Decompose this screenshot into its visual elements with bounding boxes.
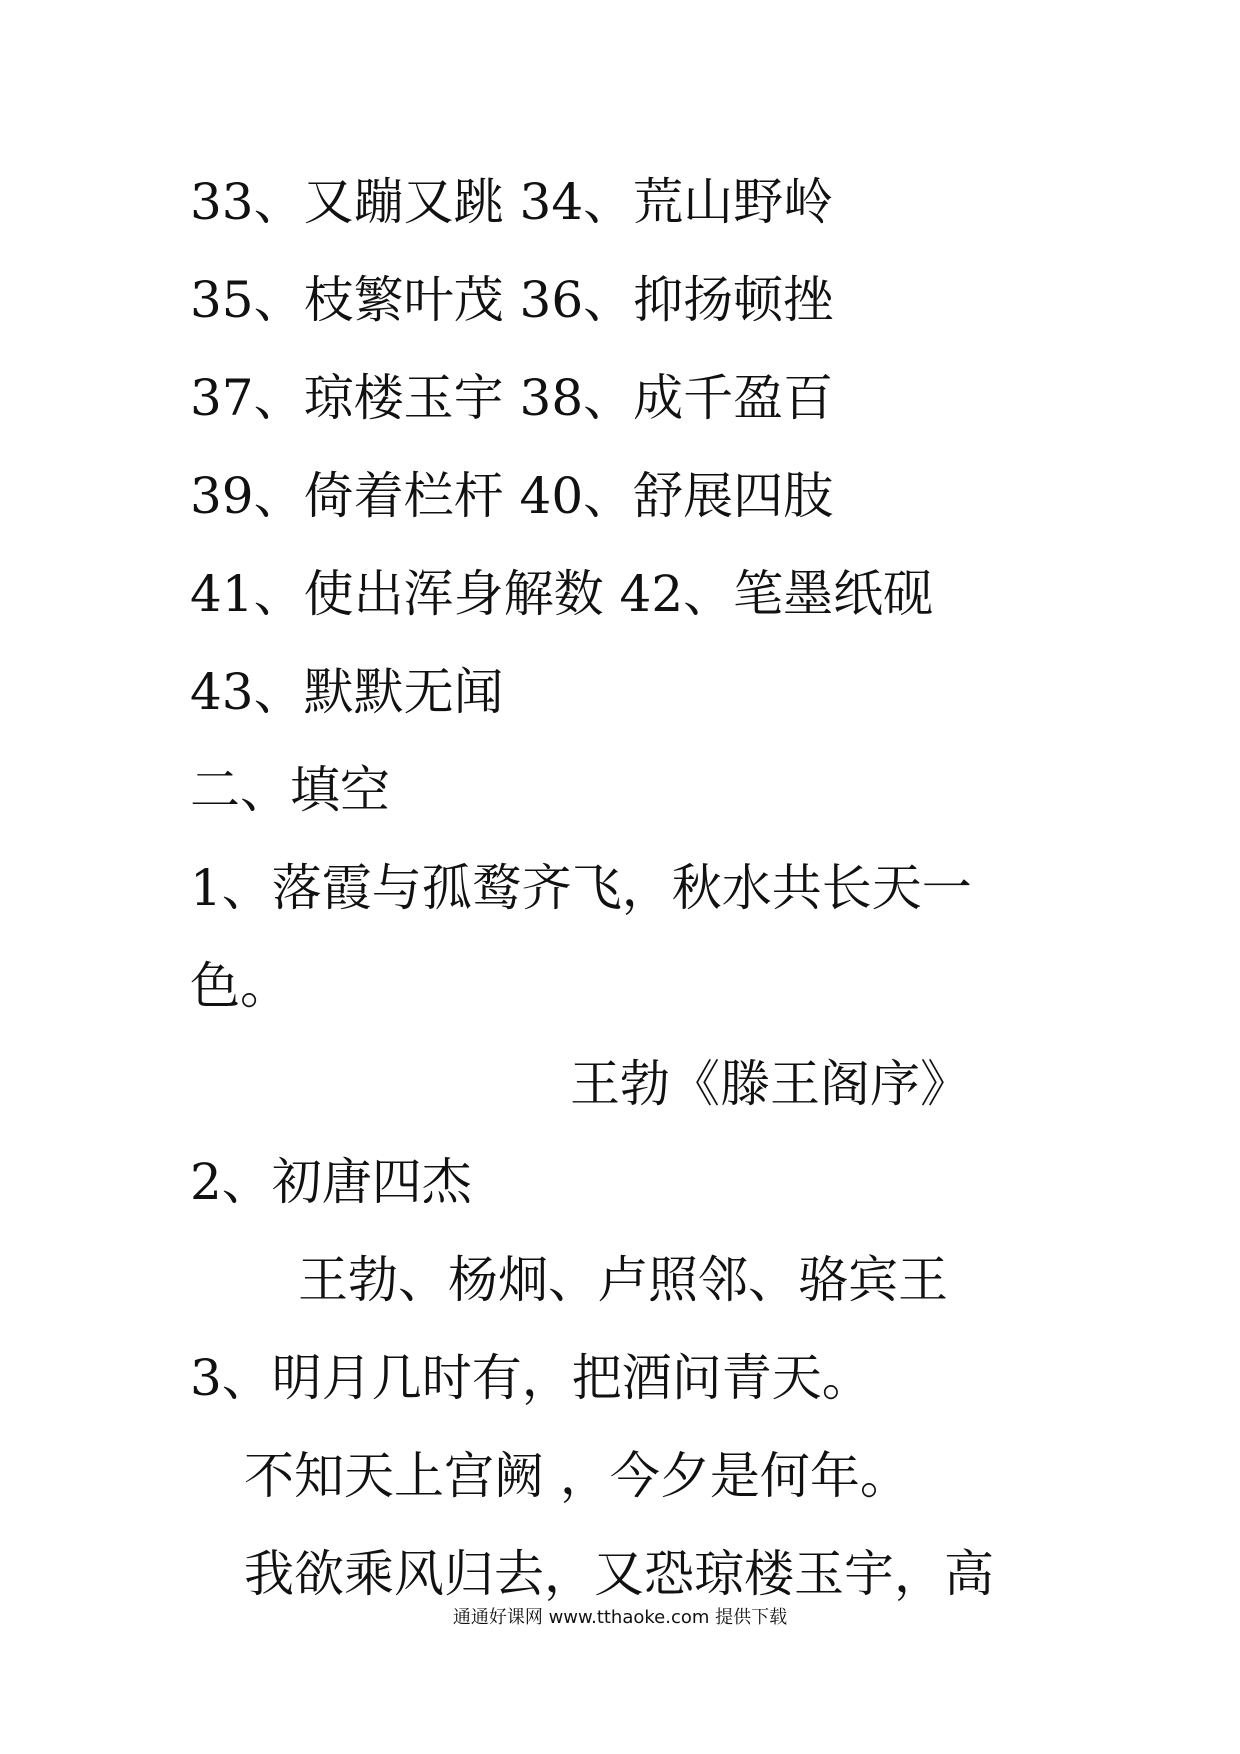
text-line-idioms-41-42: 41、使出浑身解数 42、笔墨纸砚 (190, 565, 934, 623)
text-line-item-2-answer: 王勃、杨炯、卢照邻、骆宾王 (298, 1251, 948, 1309)
text-line-idioms-35-36: 35、枝繁叶茂 36、抑扬顿挫 (190, 271, 834, 329)
text-line-item-1: 1、落霞与孤鹜齐飞，秋水共长天一 (190, 859, 972, 917)
text-line-item-1-continued: 色。 (190, 957, 290, 1015)
text-line-idiom-43: 43、默默无闻 (190, 663, 504, 721)
text-line-attribution: 王勃《滕王阁序》 (570, 1055, 970, 1113)
text-line-idioms-39-40: 39、倚着栏杆 40、舒展四肢 (190, 467, 834, 525)
text-line-idioms-37-38: 37、琼楼玉宇 38、成千盈百 (190, 369, 834, 427)
text-line-item-3-line-2: 不知天上宫阙 ，今夕是何年。 (244, 1447, 910, 1505)
text-line-item-2: 2、初唐四杰 (190, 1153, 472, 1211)
section-heading-fill-blanks: 二、填空 (190, 761, 390, 819)
page-footer: 通通好课网 www.tthaoke.com 提供下载 (452, 1607, 788, 1628)
text-line-idioms-33-34: 33、又蹦又跳 34、荒山野岭 (190, 173, 834, 231)
text-line-item-3-line-3: 我欲乘风归去，又恐琼楼玉宇，高 (244, 1545, 994, 1603)
text-line-item-3: 3、明月几时有，把酒问青天。 (190, 1349, 872, 1407)
